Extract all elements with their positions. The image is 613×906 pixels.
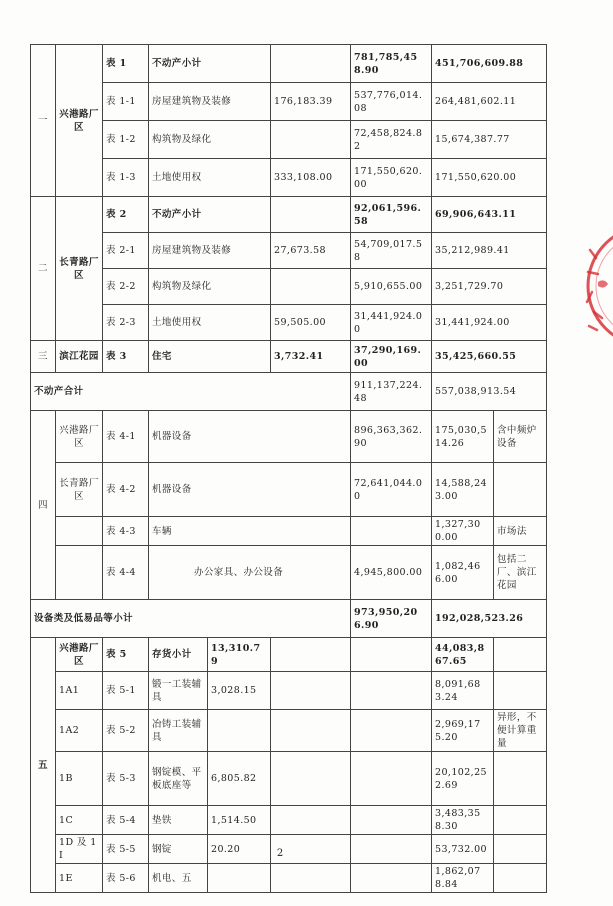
table-row [31, 600, 547, 638]
item-code: 1B [56, 752, 103, 806]
table-ref: 表 4-4 [103, 546, 149, 600]
book-value [351, 752, 432, 806]
area-name: 兴港路厂区 [56, 411, 103, 463]
assessed-value: 264,481,602.11 [432, 83, 547, 121]
book-value [351, 638, 432, 672]
subtotal-label: 设备类及低易品等小计 [31, 600, 351, 638]
assessed-value: 44,083,867.65 [432, 638, 494, 672]
table-row [31, 463, 547, 517]
area-name: 兴港路厂区 [56, 638, 103, 672]
assessed-value: 31,441,924.00 [432, 305, 547, 341]
remark [494, 864, 547, 893]
item-name: 机器设备 [149, 463, 351, 517]
item-code: 1D 及 1I [56, 835, 103, 864]
item-name: 机电、五 [149, 864, 208, 893]
book-value: 911,137,224.48 [351, 373, 432, 411]
remark [494, 752, 547, 806]
section-number: 二 [31, 197, 56, 341]
remark: 市场法 [494, 517, 547, 546]
book-value [351, 806, 432, 835]
quantity: 20.20 [208, 835, 271, 864]
item-name: 锻一工装辅具 [149, 672, 208, 710]
book-value: 72,641,044.00 [351, 463, 432, 517]
table-ref: 表 1-2 [103, 121, 149, 159]
item-name: 垫铁 [149, 806, 208, 835]
table-row [31, 341, 547, 373]
assessed-value: 53,732.00 [432, 835, 494, 864]
item-code: 1A1 [56, 672, 103, 710]
item-name: 房屋建筑物及装修 [149, 233, 271, 269]
table-ref: 表 1-3 [103, 159, 149, 197]
remark: 异形，不便计算重量 [494, 710, 547, 752]
item-name: 构筑物及绿化 [149, 269, 271, 305]
area-name: 长青路厂区 [56, 463, 103, 517]
area-name: 兴港路厂区 [56, 45, 103, 197]
item-name: 土地使用权 [149, 159, 271, 197]
table-row [31, 269, 547, 305]
table-row [31, 710, 547, 752]
area-name [56, 517, 103, 546]
table-row [31, 752, 547, 806]
table-ref: 表 5-2 [103, 710, 149, 752]
table-ref: 表 2-3 [103, 305, 149, 341]
assessed-value: 15,674,387.77 [432, 121, 547, 159]
table-ref: 表 5-5 [103, 835, 149, 864]
item-name: 钢锭 [149, 835, 208, 864]
assessed-value: 1,862,078.84 [432, 864, 494, 893]
item-name: 存货小计 [149, 638, 208, 672]
table-row [31, 672, 547, 710]
assessed-value: 8,091,683.24 [432, 672, 494, 710]
section-number: 五 [31, 638, 56, 893]
table-ref: 表 3 [103, 341, 149, 373]
section-number: 四 [31, 411, 56, 600]
assessed-value: 1,082,466.00 [432, 546, 494, 600]
table-ref: 表 5-6 [103, 864, 149, 893]
table-ref: 表 5-1 [103, 672, 149, 710]
red-seal-stamp [584, 222, 613, 350]
book-value [351, 517, 432, 546]
area-value [271, 269, 351, 305]
book-value: 31,441,924.00 [351, 305, 432, 341]
assessed-value: 192,028,523.26 [432, 600, 547, 638]
quantity [208, 710, 271, 752]
table-ref: 表 4-2 [103, 463, 149, 517]
area-name: 长青路厂区 [56, 197, 103, 341]
item-name: 住宅 [149, 341, 271, 373]
area-name [56, 546, 103, 600]
assessed-value: 69,906,643.11 [432, 197, 547, 233]
area-name: 滨江花园 [56, 341, 103, 373]
area-value [271, 806, 351, 835]
table-row [31, 517, 547, 546]
area-value: 3,732.41 [271, 341, 351, 373]
area-value [271, 121, 351, 159]
book-value [351, 710, 432, 752]
item-code: 1C [56, 806, 103, 835]
assessed-value: 557,038,913.54 [432, 373, 547, 411]
area-value [271, 710, 351, 752]
area-value [271, 864, 351, 893]
item-name: 不动产小计 [149, 45, 271, 83]
book-value: 4,945,800.00 [351, 546, 432, 600]
item-name: 土地使用权 [149, 305, 271, 341]
table-ref: 表 5 [103, 638, 149, 672]
book-value: 171,550,620.00 [351, 159, 432, 197]
remark: 含中频炉设备 [494, 411, 547, 463]
book-value: 37,290,169.00 [351, 341, 432, 373]
table-row [31, 546, 547, 600]
quantity: 6,805.82 [208, 752, 271, 806]
table-row [31, 864, 547, 893]
table-ref: 表 4-1 [103, 411, 149, 463]
table-ref: 表 2-1 [103, 233, 149, 269]
assessed-value: 451,706,609.88 [432, 45, 547, 83]
area-value [271, 752, 351, 806]
assessed-value: 35,212,989.41 [432, 233, 547, 269]
seal-icon [584, 222, 613, 350]
remark [494, 638, 547, 672]
item-name: 办公家具、办公设备 [149, 546, 351, 600]
table-ref: 表 4-3 [103, 517, 149, 546]
table-row [31, 121, 547, 159]
assessed-value: 3,251,729.70 [432, 269, 547, 305]
quantity: 3,028.15 [208, 672, 271, 710]
area-value: 176,183.39 [271, 83, 351, 121]
area-value: 59,505.00 [271, 305, 351, 341]
table-row [31, 233, 547, 269]
assessed-value: 14,588,243.00 [432, 463, 494, 517]
book-value [351, 835, 432, 864]
quantity: 13,310.79 [208, 638, 271, 672]
item-name: 构筑物及绿化 [149, 121, 271, 159]
area-value [271, 45, 351, 83]
book-value: 72,458,824.82 [351, 121, 432, 159]
item-name: 钢锭模、平板底座等 [149, 752, 208, 806]
table-ref: 表 5-4 [103, 806, 149, 835]
book-value: 896,363,362.90 [351, 411, 432, 463]
item-name: 冶铸工装辅具 [149, 710, 208, 752]
table-ref: 表 1-1 [103, 83, 149, 121]
assessed-value: 2,969,175.20 [432, 710, 494, 752]
book-value: 54,709,017.58 [351, 233, 432, 269]
item-name: 机器设备 [149, 411, 351, 463]
quantity [208, 864, 271, 893]
assessed-value: 20,102,252.69 [432, 752, 494, 806]
table-row [31, 197, 547, 233]
asset-valuation-table [30, 44, 547, 893]
remark [494, 835, 547, 864]
assessed-value: 175,030,514.26 [432, 411, 494, 463]
item-code: 1E [56, 864, 103, 893]
section-number: 一 [31, 45, 56, 197]
item-name: 房屋建筑物及装修 [149, 83, 271, 121]
table-row [31, 638, 547, 672]
page-number: 2 [276, 848, 284, 859]
remark [494, 672, 547, 710]
item-name: 不动产小计 [149, 197, 271, 233]
remark [494, 806, 547, 835]
section-number: 三 [31, 341, 56, 373]
table-row [31, 305, 547, 341]
table-row [31, 83, 547, 121]
assessed-value: 171,550,620.00 [432, 159, 547, 197]
book-value: 92,061,596.58 [351, 197, 432, 233]
area-value [271, 672, 351, 710]
assessed-value: 3,483,358.30 [432, 806, 494, 835]
table-ref: 表 1 [103, 45, 149, 83]
book-value: 973,950,206.90 [351, 600, 432, 638]
area-value: 333,108.00 [271, 159, 351, 197]
book-value [351, 864, 432, 893]
subtotal-label: 不动产合计 [31, 373, 351, 411]
quantity: 1,514.50 [208, 806, 271, 835]
book-value [351, 672, 432, 710]
item-code: 1A2 [56, 710, 103, 752]
area-value [271, 638, 351, 672]
table-row [31, 373, 547, 411]
book-value: 5,910,655.00 [351, 269, 432, 305]
table-row [31, 45, 547, 83]
book-value: 537,776,014.08 [351, 83, 432, 121]
remark [494, 463, 547, 517]
assessed-value: 1,327,300.00 [432, 517, 494, 546]
remark: 包括二厂、滨江花园 [494, 546, 547, 600]
book-value: 781,785,458.90 [351, 45, 432, 83]
table-row [31, 411, 547, 463]
assessed-value: 35,425,660.55 [432, 341, 547, 373]
table-ref: 表 5-3 [103, 752, 149, 806]
table-row [31, 159, 547, 197]
table-ref: 表 2-2 [103, 269, 149, 305]
item-name: 车辆 [149, 517, 351, 546]
area-value: 27,673.58 [271, 233, 351, 269]
area-value [271, 197, 351, 233]
table-ref: 表 2 [103, 197, 149, 233]
table-row [31, 806, 547, 835]
